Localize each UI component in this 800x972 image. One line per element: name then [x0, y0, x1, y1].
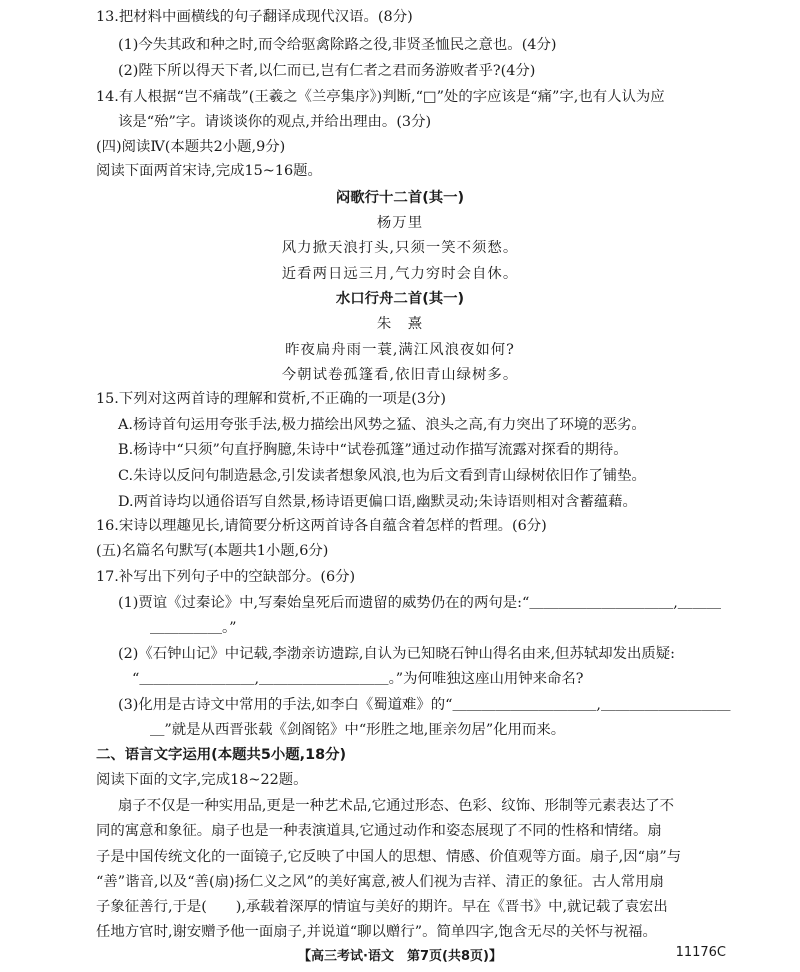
- question-17-part-1: (1)贾谊《过秦论》中,写秦始皇死后而遗留的威势仍在的两句是:“＿＿＿＿＿＿＿＿＿＿,＿＿＿: [118, 595, 721, 611]
- question-14-continued: 该是“殆”字。请谈谈你的观点,并给出理由。(3分): [118, 114, 432, 130]
- passage-line-6: 任地方官时,谢安赠予他一面扇子,并说道“聊以赠行”。简单四字,饱含无尽的关怀与祝福。: [96, 924, 657, 940]
- question-17: 17.补写出下列句子中的空缺部分。(6分): [96, 569, 356, 585]
- question-16: 16.宋诗以理趣见长,请简要分析这两首诗各自蕴含着怎样的哲理。(6分): [96, 518, 547, 534]
- passage-line-1: 扇子不仅是一种实用品,更是一种艺术品,它通过形态、色彩、纹饰、形制等元素表达了不: [118, 798, 674, 814]
- option-a: A.杨诗首句运用夸张手法,极力描绘出风势之猛、浪头之高,有力突出了环境的恶劣。: [118, 417, 646, 433]
- reading-instruction: 阅读下面两首宋诗,完成15~16题。: [96, 163, 322, 179]
- question-13-part-1: (1)今失其政和种之时,而令给驱禽除路之役,非贤圣恤民之意也。(4分): [118, 37, 557, 53]
- passage-line-2: 同的寓意和象征。扇子也是一种表演道具,它通过动作和姿态展现了不同的性格和情绪。扇: [96, 823, 662, 839]
- question-17-part-3-cont: ＿”就是从西晋张载《剑阁铭》中“形胜之地,匪亲勿居”化用而来。: [150, 722, 566, 738]
- footer-code: 11176C: [675, 945, 726, 960]
- poem-1-title: 闷歌行十二首(其一): [335, 190, 465, 206]
- passage-instruction: 阅读下面的文字,完成18~22题。: [96, 772, 308, 788]
- poem-1-line-1: 风力掀天浪打头,只须一笑不须愁。: [281, 240, 519, 256]
- section-4-heading: (四)阅读Ⅳ(本题共2小题,9分): [96, 139, 286, 155]
- passage-line-3: 子是中国传统文化的一面镜子,它反映了中国人的思想、情感、价值观等方面。扇子,因“扇”与: [96, 849, 682, 865]
- passage-line-4: “善”谐音,以及“善(扇)扬仁义之风”的美好寓意,被人们视为吉祥、清正的象征。古人常用扇: [96, 874, 664, 890]
- poem-2-line-1: 昨夜扁舟雨一蓑,满江风浪夜如何?: [285, 342, 515, 358]
- poem-1-line-2: 近看两日远三月,气力穷时会自休。: [281, 266, 519, 282]
- passage-line-5: 子象征善行,于是( ),承载着深厚的情谊与美好的期许。早在《晋书》中,就记载了袁宏出: [96, 899, 668, 915]
- question-13-part-2: (2)陛下所以得天下者,以仁而已,岂有仁者之君而务游败者乎?(4分): [118, 63, 536, 79]
- option-b: B.杨诗中“只须”句直抒胸臆,朱诗中“试卷孤篷”通过动作描写流露对探看的期待。: [118, 442, 628, 458]
- footer-title: 【高三考试·语文 第7页(共8页)】: [298, 949, 502, 964]
- question-15: 15.下列对这两首诗的理解和赏析,不正确的一项是(3分): [96, 391, 447, 407]
- poem-2-line-2: 今朝试卷孤篷看,依旧青山绿树多。: [281, 367, 519, 383]
- page-footer: [0, 945, 800, 965]
- question-13: 13.把材料中画横线的句子翻译成现代汉语。(8分): [96, 9, 413, 25]
- question-17-part-2-cont: “＿＿＿＿＿＿＿＿,＿＿＿＿＿＿＿＿＿。”为何唯独这座山用钟来命名?: [132, 671, 584, 687]
- option-d: D.两首诗均以通俗语写自然景,杨诗语更偏口语,幽默灵动;朱诗语则相对含蓄蕴藉。: [118, 494, 637, 510]
- question-17-part-2: (2)《石钟山记》中记载,李渤亲访遗踪,自认为已知晓石钟山得名由来,但苏轼却发出质疑:: [118, 646, 676, 662]
- section-2-heading: 二、语言文字运用(本题共5小题,18分): [96, 747, 347, 763]
- question-17-part-1-cont: ＿＿＿＿＿。”: [150, 620, 237, 636]
- question-17-part-3: (3)化用是古诗文中常用的手法,如李白《蜀道难》的“＿＿＿＿＿＿＿＿＿＿,＿＿＿＿＿＿＿＿＿: [118, 697, 731, 713]
- section-5-heading: (五)名篇名句默写(本题共1小题,6分): [96, 543, 329, 559]
- poem-1-author: 杨万里: [376, 215, 424, 231]
- option-c: C.朱诗以反问句制造悬念,引发读者想象风浪,也为后文看到青山绿树依旧作了铺垫。: [118, 468, 646, 484]
- poem-2-title: 水口行舟二首(其一): [335, 291, 465, 307]
- poem-2-author: 朱 熹: [376, 316, 424, 332]
- question-14: 14.有人根据“岂不痛哉”(王羲之《兰亭集序》)判断,“□”处的字应该是“痛”字,也有人认为应: [96, 89, 665, 105]
